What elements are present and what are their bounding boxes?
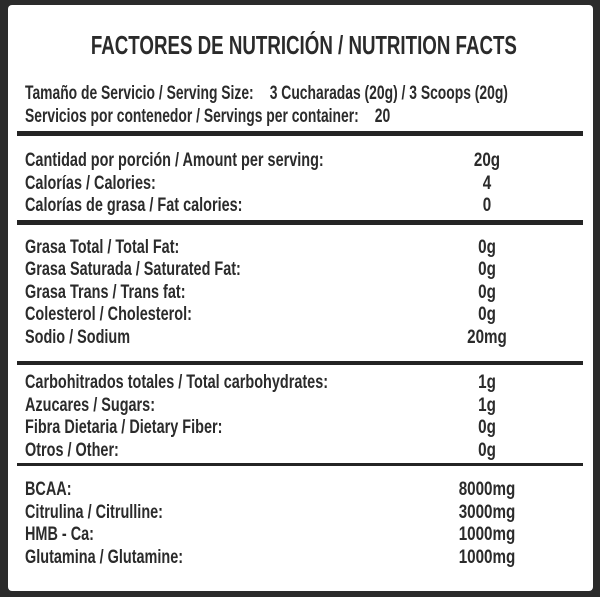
- nutrient-value: 1g: [478, 394, 496, 416]
- section-divider: [17, 361, 583, 365]
- nutrient-label: HMB - Ca:: [25, 524, 94, 545]
- nutrient-row: [8, 502, 593, 525]
- nutrient-value: 1000mg: [458, 524, 516, 545]
- nutrient-row: [8, 327, 593, 350]
- servings-per-container-value: 20: [374, 105, 391, 127]
- nutrient-row: [8, 237, 593, 260]
- nutrient-value: 0g: [478, 236, 496, 258]
- nutrient-value: 20g: [473, 150, 501, 171]
- nutrient-value: 1g: [478, 372, 496, 393]
- nutrient-row: [8, 524, 593, 547]
- nutrient-row: [8, 259, 593, 282]
- nutrient-label: Grasa Total / Total Fat:: [25, 236, 180, 258]
- serving-size-label: Tamaño de Servicio / Serving Size:: [25, 83, 254, 104]
- nutrient-row: [8, 304, 593, 327]
- section-amino-acids: [8, 479, 593, 569]
- label-title: FACTORES DE NUTRICIÓN / NUTRITION FACTS: [90, 30, 517, 60]
- section-divider: [17, 220, 583, 225]
- serving-size-value: 3 Cucharadas (20g) / 3 Scoops (20g): [269, 83, 508, 104]
- nutrient-value: 0g: [478, 439, 496, 461]
- nutrient-value: 4: [482, 172, 492, 194]
- nutrient-row: [8, 547, 593, 570]
- nutrient-row: [8, 282, 593, 305]
- serving-size-row: [25, 83, 593, 106]
- nutrient-label: Colesterol / Cholesterol:: [25, 304, 192, 325]
- nutrient-label: Azucares / Sugars:: [25, 394, 156, 416]
- nutrient-row: [8, 440, 593, 463]
- nutrient-row: [8, 150, 593, 173]
- nutrient-label: Calorías / Calories:: [25, 172, 156, 194]
- section-amount-per-serving: [8, 150, 593, 218]
- nutrient-value: 0g: [478, 417, 496, 438]
- section-carbohydrates: [8, 372, 593, 462]
- section-divider: [17, 463, 583, 466]
- nutrient-label: Calorías de grasa / Fat calories:: [25, 195, 243, 216]
- nutrient-label: Carbohitrados totales / Total carbohydrates:: [25, 372, 329, 393]
- label-title-row: [8, 32, 593, 59]
- nutrient-row: [8, 195, 593, 218]
- nutrient-label: Cantidad por porción / Amount per serving:: [25, 150, 324, 171]
- nutrient-value: 0g: [478, 304, 496, 325]
- nutrient-row: [8, 372, 593, 395]
- nutrient-value: 3000mg: [458, 501, 516, 523]
- nutrient-label: Grasa Saturada / Saturated Fat:: [25, 259, 241, 280]
- nutrient-value: 0g: [478, 281, 496, 303]
- servings-per-container-row: [25, 106, 593, 129]
- nutrient-value: 20mg: [467, 326, 507, 348]
- nutrient-row: [8, 395, 593, 418]
- section-divider: [17, 131, 583, 136]
- nutrient-label: Sodio / Sodium: [25, 326, 131, 348]
- section-fats-cholesterol-sodium: [8, 237, 593, 350]
- nutrient-label: Grasa Trans / Trans fat:: [25, 281, 186, 303]
- nutrient-label: Citrulina / Citrulline:: [25, 501, 163, 523]
- nutrient-label: Otros / Other:: [25, 439, 119, 461]
- nutrient-value: 1000mg: [458, 546, 516, 568]
- servings-per-container-label: Servicios por contenedor / Servings per container:: [25, 105, 359, 127]
- nutrient-row: [8, 417, 593, 440]
- nutrient-value: 8000mg: [458, 479, 516, 500]
- nutrient-label: Fibra Dietaria / Dietary Fiber:: [25, 417, 223, 438]
- nutrition-label-card: [8, 5, 593, 591]
- nutrient-value: 0: [482, 195, 492, 216]
- nutrient-row: [8, 173, 593, 196]
- nutrient-value: 0g: [478, 259, 496, 280]
- serving-info-block: [8, 83, 593, 128]
- nutrient-label: BCAA:: [25, 479, 72, 500]
- nutrient-row: [8, 479, 593, 502]
- nutrient-label: Glutamina / Glutamine:: [25, 546, 184, 568]
